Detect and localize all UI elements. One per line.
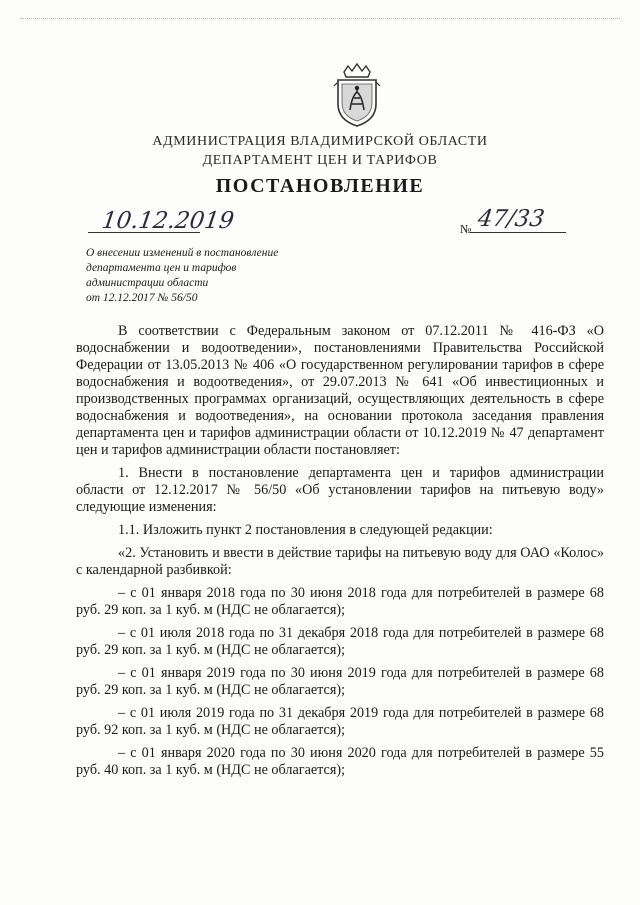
subject-block xyxy=(86,246,278,306)
subject-line: от 12.12.2017 № 56/50 xyxy=(86,292,198,304)
coat-of-arms-icon xyxy=(330,62,384,128)
handwritten-date: 10.12.2019 xyxy=(100,208,236,234)
date-underline xyxy=(88,232,200,233)
tariff-period-item: – с 01 января 2019 года по 30 июня 2019 года для потребителей в размере 68 руб. 29 коп. за 1 куб. м (НДС не облагается); xyxy=(76,665,604,698)
org-name-line-1: АДМИНИСТРАЦИЯ ВЛАДИМИРСКОЙ ОБЛАСТИ xyxy=(152,134,488,149)
number-underline xyxy=(470,232,566,233)
subject-line: администрации области xyxy=(86,277,209,289)
tariff-period-item: – с 01 июля 2019 года по 31 декабря 2019 года для потребителей в размере 68 руб. 92 коп. за 1 куб. м (НДС не облагается); xyxy=(76,705,604,738)
tariff-period-item: – с 01 июля 2018 года по 31 декабря 2018 года для потребителей в размере 68 руб. 29 коп. за 1 куб. м (НДС не облагается); xyxy=(76,625,604,658)
subject-line: О внесении изменений в постановление xyxy=(86,247,279,259)
document-type-title: ПОСТАНОВЛЕНИЕ xyxy=(215,175,425,197)
body-paragraph-item-1-1: 1.1. Изложить пункт 2 постановления в следующей редакции: xyxy=(118,522,493,538)
org-name-line-2: ДЕПАРТАМЕНТ ЦЕН И ТАРИФОВ xyxy=(202,153,438,168)
document-body xyxy=(76,323,604,779)
handwritten-number: 47/33 xyxy=(476,206,547,232)
number-label: № xyxy=(460,222,472,236)
scan-artifact-line xyxy=(20,18,620,20)
body-paragraph-item-1: 1. Внести в постановление департамента цен и тарифов администрации области от 12.12.2017 № 56/50 «Об установлении тарифов на питьевую воду» следующие изменения: xyxy=(76,465,604,515)
body-paragraph-item-2: «2. Установить и ввести в действие тарифы на питьевую воду для ОАО «Колос» с календарной разбивкой: xyxy=(76,545,604,578)
tariff-period-item: – с 01 января 2020 года по 30 июня 2020 года для потребителей в размере 55 руб. 40 коп. за 1 куб. м (НДС не облагается); xyxy=(76,745,604,778)
subject-line: департамента цен и тарифов xyxy=(86,262,237,274)
body-paragraph-preamble: В соответствии с Федеральным законом от 07.12.2011 № 416-ФЗ «О водоснабжении и водоотведении», постановлениями Правительства Российской Федерации от 13.05.2013 № 406 «О государственном регулировании тарифов в сфере водоснабжения и водоотведения», от 29.07.2013 № 641 «Об инвестиционных и производственных программах организаций, осуществляющих деятельность в сфере водоснабжения и водоотведения», на основании протокола заседания правления департамента цен и тарифов администрации области от 10.12.2019 № 47 департамент цен и тарифов администрации области постановляет: xyxy=(76,323,604,458)
tariff-period-item: – с 01 января 2018 года по 30 июня 2018 года для потребителей в размере 68 руб. 29 коп. за 1 куб. м (НДС не облагается); xyxy=(76,585,604,618)
